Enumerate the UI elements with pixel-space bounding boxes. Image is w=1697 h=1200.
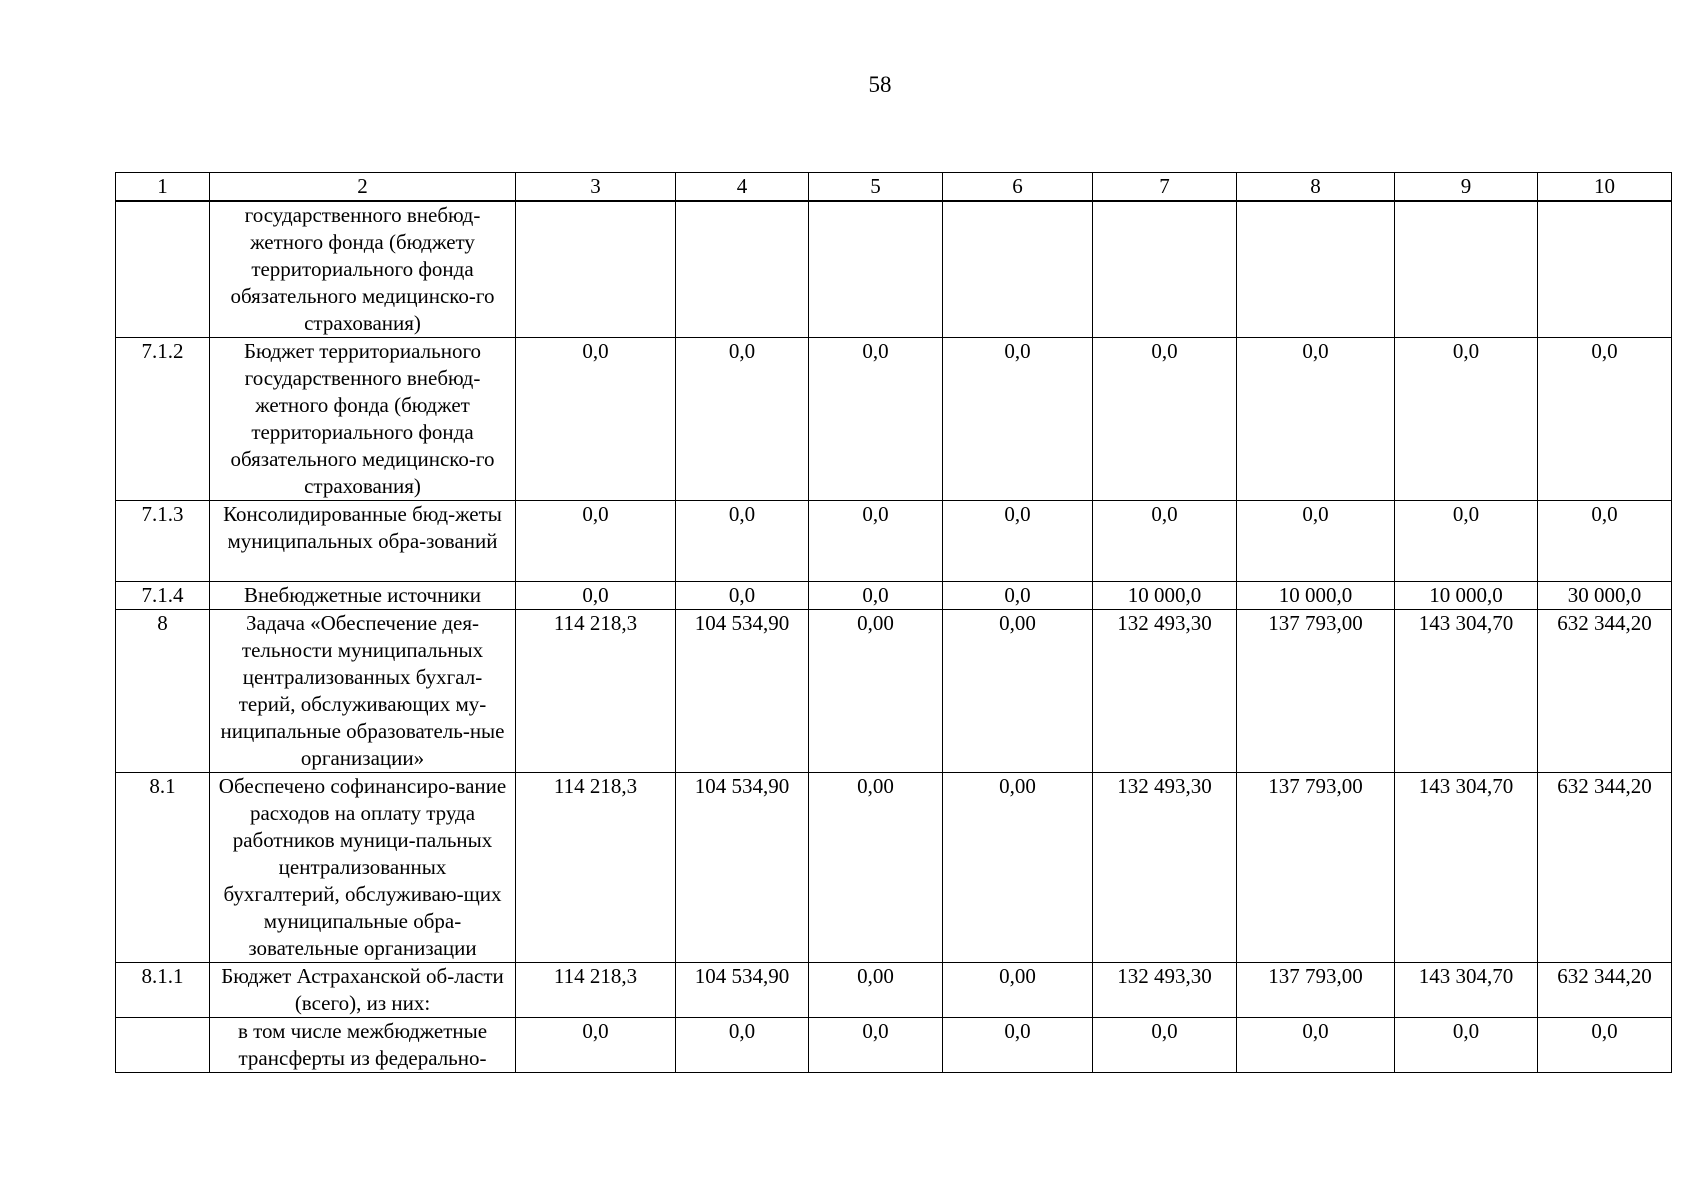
- value-cell: 137 793,00: [1237, 773, 1395, 963]
- column-header: 10: [1538, 173, 1672, 202]
- value-cell: [809, 201, 943, 338]
- value-cell: 0,0: [1237, 338, 1395, 501]
- value-cell: 632 344,20: [1538, 773, 1672, 963]
- column-header: 9: [1395, 173, 1538, 202]
- column-header: 2: [210, 173, 516, 202]
- column-header: 6: [943, 173, 1093, 202]
- column-header: 5: [809, 173, 943, 202]
- value-cell: 0,0: [516, 501, 676, 582]
- value-cell: 0,0: [676, 1018, 809, 1073]
- table-row: [116, 501, 1672, 582]
- column-header: 7: [1093, 173, 1237, 202]
- value-cell: 114 218,3: [516, 773, 676, 963]
- value-cell: 143 304,70: [1395, 963, 1538, 1018]
- row-description: Консолидированные бюд-жеты муниципальных обра-зований: [210, 501, 516, 582]
- value-cell: 0,00: [943, 963, 1093, 1018]
- row-description: Бюджет Астраханской об-ласти (всего), из них:: [210, 963, 516, 1018]
- value-cell: 132 493,30: [1093, 963, 1237, 1018]
- value-cell: 0,00: [809, 773, 943, 963]
- table-row: [116, 773, 1672, 963]
- value-cell: 10 000,0: [1237, 582, 1395, 610]
- value-cell: 0,0: [809, 338, 943, 501]
- value-cell: 0,0: [1538, 1018, 1672, 1073]
- value-cell: 0,0: [1538, 501, 1672, 582]
- value-cell: 0,0: [516, 582, 676, 610]
- value-cell: 0,00: [809, 963, 943, 1018]
- value-cell: 0,0: [809, 582, 943, 610]
- value-cell: 0,0: [1538, 338, 1672, 501]
- table-row: [116, 338, 1672, 501]
- value-cell: 0,0: [1395, 1018, 1538, 1073]
- row-description: государственного внебюд-жетного фонда (бюджету территориального фонда обязательного медицинско-го страхования): [210, 201, 516, 338]
- value-cell: 0,0: [809, 501, 943, 582]
- value-cell: [1093, 201, 1237, 338]
- row-description: в том числе межбюджетные трансферты из федерально-: [210, 1018, 516, 1073]
- value-cell: 0,0: [809, 1018, 943, 1073]
- row-number: 7.1.3: [116, 501, 210, 582]
- table-header-row: [116, 173, 1672, 202]
- value-cell: 104 534,90: [676, 610, 809, 773]
- row-number: [116, 1018, 210, 1073]
- value-cell: 632 344,20: [1538, 610, 1672, 773]
- value-cell: 132 493,30: [1093, 773, 1237, 963]
- value-cell: 0,0: [516, 338, 676, 501]
- value-cell: [676, 201, 809, 338]
- value-cell: 0,0: [1237, 501, 1395, 582]
- budget-table: [115, 172, 1672, 1073]
- value-cell: 0,0: [676, 501, 809, 582]
- table-row: [116, 582, 1672, 610]
- row-description: Задача «Обеспечение дея-тельности муниципальных централизованных бухгал-терий, обслуживающих му-ниципальные образователь-ные организации»: [210, 610, 516, 773]
- table-row: [116, 963, 1672, 1018]
- value-cell: 0,0: [1093, 501, 1237, 582]
- value-cell: 114 218,3: [516, 610, 676, 773]
- value-cell: 0,00: [943, 773, 1093, 963]
- value-cell: 0,0: [676, 338, 809, 501]
- value-cell: 10 000,0: [1093, 582, 1237, 610]
- value-cell: 0,0: [1395, 501, 1538, 582]
- column-header: 4: [676, 173, 809, 202]
- value-cell: [1237, 201, 1395, 338]
- value-cell: 0,0: [676, 582, 809, 610]
- row-number: 7.1.2: [116, 338, 210, 501]
- column-header: 3: [516, 173, 676, 202]
- value-cell: 0,00: [943, 610, 1093, 773]
- value-cell: 0,0: [516, 1018, 676, 1073]
- value-cell: 104 534,90: [676, 963, 809, 1018]
- value-cell: 0,0: [943, 338, 1093, 501]
- column-header: 8: [1237, 173, 1395, 202]
- column-header: 1: [116, 173, 210, 202]
- row-number: [116, 201, 210, 338]
- value-cell: [943, 201, 1093, 338]
- row-description: Обеспечено софинансиро-вание расходов на оплату труда работников муници-пальных централизованных бухгалтерий, обслуживаю-щих муниципальные обра-зовательные организации: [210, 773, 516, 963]
- value-cell: 137 793,00: [1237, 610, 1395, 773]
- row-number: 8: [116, 610, 210, 773]
- value-cell: 0,0: [1093, 1018, 1237, 1073]
- value-cell: [1538, 201, 1672, 338]
- table-row: [116, 201, 1672, 338]
- value-cell: 137 793,00: [1237, 963, 1395, 1018]
- value-cell: 632 344,20: [1538, 963, 1672, 1018]
- value-cell: 143 304,70: [1395, 773, 1538, 963]
- value-cell: 143 304,70: [1395, 610, 1538, 773]
- value-cell: 104 534,90: [676, 773, 809, 963]
- page-number: 58: [868, 72, 892, 97]
- row-number: 8.1: [116, 773, 210, 963]
- value-cell: 10 000,0: [1395, 582, 1538, 610]
- value-cell: 30 000,0: [1538, 582, 1672, 610]
- row-number: 7.1.4: [116, 582, 210, 610]
- value-cell: 0,0: [943, 582, 1093, 610]
- row-description: Бюджет территориального государственного внебюд-жетного фонда (бюджет территориального фонда обязательного медицинско-го страхования): [210, 338, 516, 501]
- table-row: [116, 610, 1672, 773]
- value-cell: [516, 201, 676, 338]
- value-cell: [1395, 201, 1538, 338]
- value-cell: 0,0: [1093, 338, 1237, 501]
- table-row: [116, 1018, 1672, 1073]
- row-number: 8.1.1: [116, 963, 210, 1018]
- value-cell: 132 493,30: [1093, 610, 1237, 773]
- value-cell: 114 218,3: [516, 963, 676, 1018]
- value-cell: 0,0: [1395, 338, 1538, 501]
- row-description: Внебюджетные источники: [210, 582, 516, 610]
- value-cell: 0,0: [1237, 1018, 1395, 1073]
- value-cell: 0,0: [943, 501, 1093, 582]
- value-cell: 0,0: [943, 1018, 1093, 1073]
- value-cell: 0,00: [809, 610, 943, 773]
